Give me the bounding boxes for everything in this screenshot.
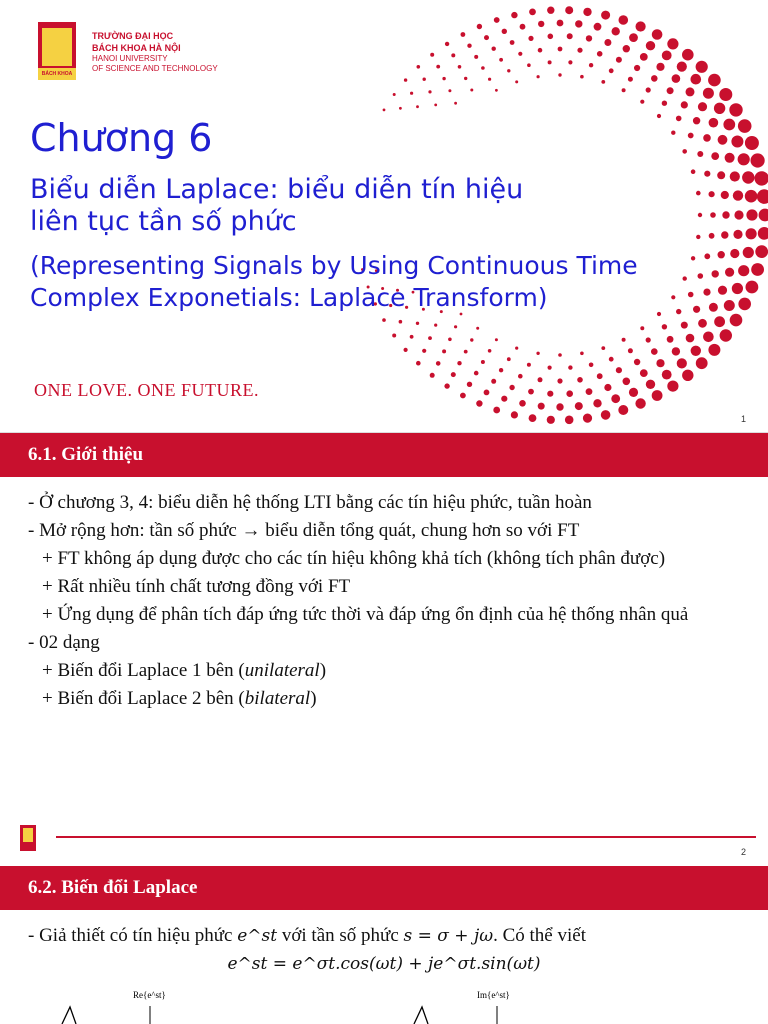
decorative-dot <box>714 103 725 114</box>
decorative-dot <box>601 80 605 84</box>
decorative-dot <box>628 77 633 82</box>
decorative-dot <box>662 51 672 61</box>
decorative-dot <box>382 318 386 322</box>
bullet-emphasis: unilateral <box>244 660 320 681</box>
decorative-dot <box>703 134 711 142</box>
decorative-dot <box>623 378 631 386</box>
bullet-emphasis: bilateral <box>244 688 311 709</box>
decorative-dot <box>656 63 664 71</box>
decorative-dot <box>538 21 544 27</box>
decorative-dot <box>730 171 740 181</box>
bullet-text: ) <box>310 688 317 709</box>
decorative-dot <box>519 400 526 407</box>
decorative-dot <box>547 416 555 424</box>
decorative-dot <box>548 34 554 40</box>
decorative-dot <box>703 332 714 343</box>
decorative-dot <box>682 370 693 381</box>
bullet-line: - Mở rộng hơn: tần số phức → biểu diễn tổng quát, chung hơn so với FT <box>28 520 580 541</box>
decorative-dot <box>464 350 468 354</box>
decorative-dot <box>723 119 735 131</box>
decorative-dot <box>667 87 674 94</box>
decorative-dot <box>634 359 640 365</box>
decorative-dot <box>758 227 768 240</box>
decorative-dot <box>601 346 605 350</box>
decorative-dot <box>682 149 687 154</box>
decorative-dot <box>518 52 522 56</box>
intro-slide <box>0 432 768 865</box>
decorative-dot <box>528 36 533 41</box>
decorative-dot <box>729 103 742 116</box>
bullet-text: + Biến đổi Laplace 1 bên ( <box>42 660 245 681</box>
decorative-dot <box>583 8 591 16</box>
decorative-dot <box>618 405 628 415</box>
decorative-dot <box>481 66 485 70</box>
decorative-dot <box>672 74 681 83</box>
decorative-dot <box>619 15 629 25</box>
math-expression: s = σ + jω <box>403 926 494 946</box>
plot-label-imag: Im{e^st} <box>477 990 510 1000</box>
decorative-dot <box>667 381 678 392</box>
decorative-dot <box>474 55 478 59</box>
decorative-dot <box>458 65 462 69</box>
decorative-dot <box>616 367 622 373</box>
university-logo <box>38 22 76 80</box>
decorative-dot <box>461 32 466 37</box>
decorative-dot <box>499 58 503 62</box>
chapter-title: Chương 6 <box>30 116 213 160</box>
decorative-dot <box>454 325 457 328</box>
decorative-dot <box>476 327 479 330</box>
university-line-4: OF SCIENCE AND TECHNOLOGY <box>92 64 218 73</box>
decorative-dot <box>416 361 421 366</box>
decorative-dot <box>691 346 701 356</box>
decorative-dot <box>601 410 611 420</box>
decorative-dot <box>731 136 743 148</box>
decorative-dot <box>457 361 461 365</box>
decorative-dot <box>640 369 648 377</box>
decorative-dot <box>682 49 694 61</box>
decorative-dot <box>759 209 768 222</box>
decorative-dot <box>467 44 471 48</box>
decorative-dot <box>575 20 582 27</box>
decorative-dot <box>538 377 543 382</box>
euler-equation: e^st = e^σt.cos(ωt) + je^σt.sin(ωt) <box>227 954 541 974</box>
decorative-dot <box>577 48 582 53</box>
page-number: 2 <box>740 847 746 857</box>
decorative-dot <box>488 78 491 81</box>
bullet-line: + Rất nhiều tính chất tương đồng với FT <box>42 576 351 597</box>
decorative-dot <box>464 77 467 80</box>
bullet-text: + Biến đổi Laplace 2 bên ( <box>42 688 245 709</box>
decorative-dot <box>558 353 562 357</box>
decorative-dot <box>383 109 386 112</box>
decorative-dot <box>708 74 721 87</box>
decorative-dot <box>566 390 573 397</box>
decorative-dot <box>733 230 742 239</box>
bullet-line: + FT không áp dụng được cho các tín hiệu không khả tích (không tích phân được) <box>42 548 666 569</box>
bullet-line: - 02 dạng <box>28 632 100 653</box>
decorative-dot <box>667 336 674 343</box>
vietnamese-title-line-1: Biểu diễn Laplace: biểu diễn tín hiệu <box>30 174 524 205</box>
decorative-dot <box>629 388 638 397</box>
decorative-dot <box>507 69 510 72</box>
decorative-dot <box>474 371 479 376</box>
intro-text: . Có thể viết <box>493 925 586 946</box>
page-number: 1 <box>740 414 746 424</box>
decorative-dot <box>677 358 687 368</box>
decorative-dot <box>404 78 407 81</box>
bullet-line: - Ở chương 3, 4: biểu diễn hệ thống LTI bằng các tín hiệu phức, tuần hoàn <box>28 492 592 513</box>
decorative-dot <box>609 68 614 73</box>
decorative-dot <box>742 171 754 183</box>
decorative-dot <box>696 357 708 369</box>
decorative-dot <box>730 314 743 327</box>
decorative-dot <box>597 373 603 379</box>
laplace-slide <box>0 864 768 1024</box>
decorative-dot <box>671 131 675 135</box>
decorative-dot <box>451 53 455 57</box>
decorative-dot <box>557 378 562 383</box>
decorative-dot <box>436 361 441 366</box>
decorative-dot <box>444 383 449 388</box>
decorative-dot <box>652 390 663 401</box>
decorative-dot <box>484 390 490 396</box>
decorative-dot <box>667 38 678 49</box>
decorative-dot <box>709 118 719 128</box>
decorative-dot <box>676 116 682 122</box>
decorative-dot <box>586 35 592 41</box>
decorative-dot <box>536 352 539 355</box>
decorative-dot <box>746 228 757 239</box>
decorative-dot <box>568 60 572 64</box>
decorative-dot <box>586 388 593 395</box>
decorative-dot <box>662 370 672 380</box>
decorative-dot <box>548 60 552 64</box>
decorative-dot <box>558 73 561 76</box>
decorative-dot <box>657 114 661 118</box>
english-title-line-1: (Representing Signals by Using Continuous Time <box>30 251 638 280</box>
decorative-dot <box>583 414 592 423</box>
decorative-dot <box>491 379 496 384</box>
decorative-dot <box>507 357 511 361</box>
decorative-dot <box>467 382 472 387</box>
decorative-dot <box>597 51 603 57</box>
decorative-dot <box>714 316 725 327</box>
decorative-dot <box>611 394 620 403</box>
decorative-dot <box>711 152 719 160</box>
decorative-dot <box>442 77 445 80</box>
decorative-dot <box>410 92 413 95</box>
decorative-dot <box>580 352 584 356</box>
decorative-dot <box>604 39 611 46</box>
decorative-dot <box>612 27 620 35</box>
decorative-dot <box>601 11 610 20</box>
decorative-dot <box>662 324 667 329</box>
decorative-dot <box>477 24 482 29</box>
decorative-dot <box>422 349 426 353</box>
decorative-dot <box>502 29 507 34</box>
decorative-dot <box>589 63 593 67</box>
intro-text: với tần số phức <box>277 925 404 946</box>
decorative-dot <box>734 210 743 219</box>
decorative-dot <box>718 135 728 145</box>
decorative-dot <box>515 80 518 83</box>
decorative-dot <box>454 102 457 105</box>
decorative-dot <box>434 324 437 327</box>
decorative-dot <box>556 403 563 410</box>
decorative-dot <box>681 101 688 108</box>
decorative-dot <box>448 338 452 342</box>
decorative-dot <box>393 93 396 96</box>
math-expression: e^st <box>237 926 278 946</box>
decorative-dot <box>509 385 514 390</box>
decorative-dot <box>609 357 614 362</box>
decorative-dot <box>662 101 667 106</box>
decorative-dot <box>686 87 695 96</box>
title-slide <box>0 0 768 432</box>
english-title <box>30 250 750 314</box>
decorative-dot <box>399 320 403 324</box>
decorative-dot <box>720 329 732 341</box>
university-line-1: TRƯỜNG ĐẠI HỌC <box>92 31 174 41</box>
decorative-dot <box>529 9 536 16</box>
decorative-dot <box>494 17 500 23</box>
decorative-dot <box>698 319 707 328</box>
decorative-dot <box>745 190 758 203</box>
decorative-dot <box>565 6 573 14</box>
decorative-dot <box>719 88 732 101</box>
intro-text: - Giả thiết có tín hiệu phức <box>28 925 238 946</box>
decorative-dot <box>527 63 531 67</box>
decorative-dot <box>488 349 492 353</box>
decorative-dot <box>646 87 651 92</box>
decorative-dot <box>528 389 534 395</box>
decorative-dot <box>629 33 638 42</box>
decorative-dot <box>688 133 694 139</box>
decorative-dot <box>616 57 622 63</box>
decorative-dot <box>646 41 655 50</box>
decorative-dot <box>515 347 518 350</box>
decorative-dot <box>652 29 663 40</box>
decorative-dot <box>580 75 584 79</box>
decorative-dot <box>423 78 426 81</box>
logo-text: BÁCH KHOA <box>38 68 76 80</box>
vietnamese-title <box>30 174 730 238</box>
decorative-dot <box>746 209 757 220</box>
university-line-3: HANOI UNIVERSITY <box>92 54 168 63</box>
decorative-dot <box>428 336 432 340</box>
decorative-dot <box>693 117 700 124</box>
decorative-dot <box>708 344 720 356</box>
decorative-dot <box>470 338 473 341</box>
decorative-dot <box>646 337 651 342</box>
decorative-dot <box>547 7 554 14</box>
decorative-dot <box>691 74 702 85</box>
bullet-text: ) <box>319 660 327 681</box>
signal-plots <box>0 864 768 1024</box>
decorative-dot <box>594 23 602 31</box>
decorative-dot <box>416 322 419 325</box>
decorative-dot <box>392 334 396 338</box>
decorative-dot <box>511 12 517 18</box>
decorative-dot <box>476 400 482 406</box>
decorative-dot <box>725 153 735 163</box>
decorative-dot <box>636 21 646 31</box>
decorative-dot <box>520 24 526 30</box>
decorative-dot <box>640 53 648 61</box>
section-title: 6.1. Giới thiệu <box>28 444 144 465</box>
decorative-dot <box>628 348 633 353</box>
decorative-dot <box>622 338 626 342</box>
decorative-dot <box>493 407 500 414</box>
decorative-dot <box>733 190 743 200</box>
decorative-dot <box>646 380 655 389</box>
decorative-dot <box>622 88 626 92</box>
decorative-dot <box>399 107 402 110</box>
decorative-dot <box>577 377 583 383</box>
decorative-dot <box>430 373 435 378</box>
decorative-dot <box>589 363 594 368</box>
decorative-dot <box>451 372 456 377</box>
decorative-dot <box>537 75 540 78</box>
university-line-2: BÁCH KHOA HÀ NỘI <box>92 43 181 53</box>
decorative-dot <box>698 102 707 111</box>
decorative-dot <box>428 90 431 93</box>
decorative-dot <box>697 151 703 157</box>
decorative-dot <box>738 119 752 133</box>
decorative-dot <box>518 374 523 379</box>
decorative-dot <box>495 338 498 341</box>
decorative-dot <box>565 416 574 425</box>
decorative-dot <box>568 365 572 369</box>
decorative-dot <box>755 245 768 258</box>
decorative-dot <box>445 42 449 46</box>
decorative-dot <box>567 33 573 39</box>
decorative-dot <box>757 189 768 204</box>
decorative-dot <box>511 411 518 418</box>
decorative-dot <box>651 75 658 82</box>
university-name <box>92 30 218 74</box>
decorative-dot <box>527 363 531 367</box>
decorative-dot <box>495 89 498 92</box>
decorative-dot <box>460 393 466 399</box>
decorative-dot <box>635 398 645 408</box>
decorative-dot <box>623 45 630 52</box>
decorative-dot <box>529 414 537 422</box>
decorative-dot <box>436 65 440 69</box>
decorative-dot <box>430 53 434 57</box>
decorative-dot <box>640 326 644 330</box>
decorative-dot <box>738 153 750 165</box>
decorative-dot <box>538 48 543 53</box>
decorative-dot <box>557 20 564 27</box>
vietnamese-title-line-2: liên tục tần số phức <box>30 206 297 237</box>
decorative-dot <box>410 335 414 339</box>
bullet-line <box>28 657 740 685</box>
slogan: ONE LOVE. ONE FUTURE. <box>34 380 259 400</box>
decorative-dot <box>751 153 765 167</box>
decorative-dot <box>484 35 489 40</box>
plot-label-real: Re{e^st} <box>133 990 166 1000</box>
decorative-dot <box>751 263 764 276</box>
decorative-dot <box>448 89 451 92</box>
decorative-dot <box>442 349 446 353</box>
decorative-dot <box>755 171 768 185</box>
decorative-dot <box>686 334 695 343</box>
decorative-dot <box>470 89 473 92</box>
decorative-dot <box>548 366 552 370</box>
bullet-line: + Ứng dụng để phân tích đáp ứng tức thời và đáp ứng ổn định của hệ thống nhân quả <box>42 604 689 625</box>
decorative-dot <box>604 384 611 391</box>
decorative-dot <box>481 360 485 364</box>
decorative-dot <box>434 104 437 107</box>
decorative-dot <box>417 65 421 69</box>
decorative-dot <box>677 62 687 72</box>
decorative-dot <box>492 47 496 51</box>
decorative-dot <box>547 391 553 397</box>
decorative-dot <box>575 402 583 410</box>
section-title: 6.2. Biến đổi Laplace <box>28 877 198 898</box>
section-header-bar <box>0 433 768 477</box>
bullet-line <box>28 685 740 713</box>
decorative-dot <box>651 348 658 355</box>
decorative-dot <box>510 40 515 45</box>
slide-body <box>28 489 740 713</box>
decorative-dot <box>672 347 680 355</box>
decorative-dot <box>501 396 507 402</box>
decorative-dot <box>416 105 419 108</box>
footer-logo <box>20 825 36 851</box>
decorative-dot <box>634 65 640 71</box>
decorative-dot <box>745 136 759 150</box>
decorative-dot <box>696 61 708 73</box>
decorative-dot <box>681 322 688 329</box>
decorative-dot <box>538 403 545 410</box>
footer-divider <box>56 836 756 838</box>
decorative-dot <box>593 399 601 407</box>
decorative-dot <box>656 359 664 367</box>
english-title-line-2: Complex Exponetials: Laplace Transform) <box>30 283 548 312</box>
decorative-dot <box>499 368 503 372</box>
decorative-dot <box>404 348 408 352</box>
decorative-dot <box>640 100 644 104</box>
decorative-dot <box>558 47 563 52</box>
decorative-dot <box>703 88 714 99</box>
